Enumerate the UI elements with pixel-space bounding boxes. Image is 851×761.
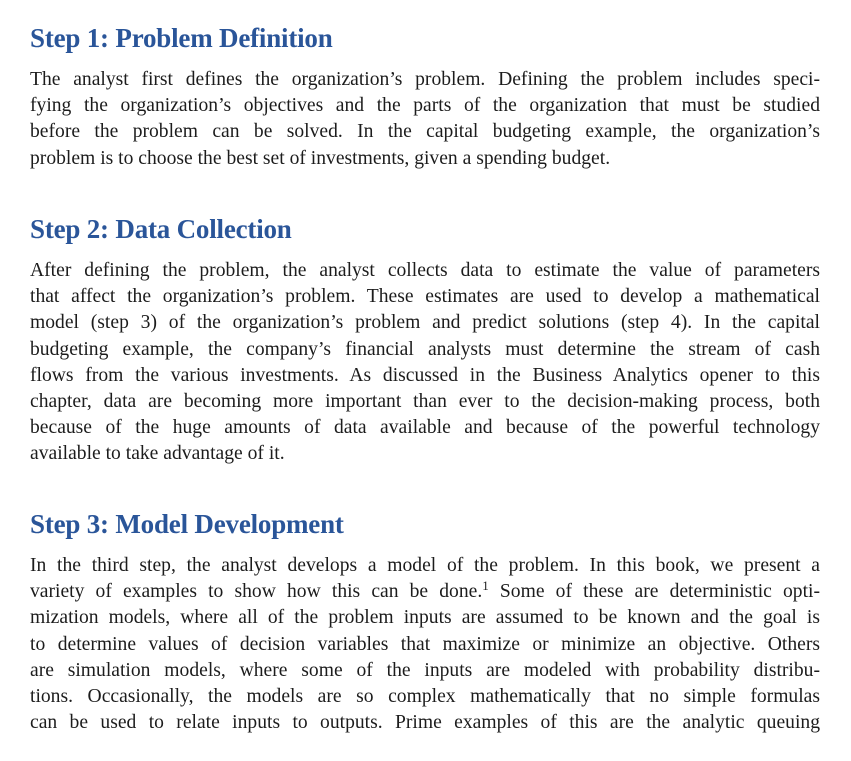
line-text: Some of these are deterministic opti-	[488, 581, 820, 603]
paragraph-line: are simulation models, where some of the inputs are modeled with probability distribu-	[30, 659, 820, 681]
paragraph-line: fying the organization’s objectives and the parts of the organization that must be studied	[30, 95, 820, 117]
paragraph-line: tions. Occasionally, the models are so complex mathematically that no simple formulas	[30, 686, 820, 708]
section-model-development	[30, 508, 820, 736]
paragraph-line: because of the huge amounts of data available and because of the powerful technology	[30, 417, 820, 439]
paragraph-line: available to take advantage of it.	[30, 443, 285, 465]
section-paragraph	[30, 553, 820, 736]
section-heading: Step 3: Model Development	[30, 509, 344, 539]
paragraph-line: problem is to choose the best set of investments, given a spending budget.	[30, 147, 611, 169]
paragraph-line: The analyst first defines the organization’s problem. Defining the problem includes speci-	[30, 69, 820, 90]
footnote-marker[interactable]: 1	[482, 578, 489, 594]
paragraph-line: mization models, where all of the problem inputs are assumed to be known and the goal is	[30, 607, 820, 629]
section-paragraph	[30, 258, 820, 468]
paragraph-line: before the problem can be solved. In the capital budgeting example, the organization’s	[30, 121, 820, 143]
section-heading: Step 2: Data Collection	[30, 214, 292, 244]
paragraph-line: chapter, data are becoming more important than ever to the decision-making process, both	[30, 391, 820, 413]
paragraph-line: After defining the problem, the analyst collects data to estimate the value of parameters	[30, 260, 820, 281]
section-data-collection	[30, 213, 820, 468]
paragraph-line: can be used to relate inputs to outputs. Prime examples of this are the analytic queuing	[30, 712, 820, 734]
paragraph-line	[30, 579, 820, 605]
paragraph-line: model (step 3) of the organization’s problem and predict solutions (step 4). In the capital	[30, 312, 820, 334]
paragraph-line: to determine values of decision variables that maximize or minimize an objective. Others	[30, 633, 820, 655]
paragraph-line: flows from the various investments. As discussed in the Business Analytics opener to this	[30, 364, 820, 386]
section-paragraph	[30, 67, 820, 172]
paragraph-line: budgeting example, the company’s financial analysts must determine the stream of cash	[30, 338, 820, 360]
paragraph-line: that affect the organization’s problem. These estimates are used to develop a mathematical	[30, 286, 820, 308]
section-problem-definition	[30, 22, 820, 172]
paragraph-line: In the third step, the analyst develops a model of the problem. In this book, we present a	[30, 555, 820, 576]
section-heading: Step 1: Problem Definition	[30, 23, 333, 53]
line-text: variety of examples to show how this can be done.	[30, 581, 483, 603]
